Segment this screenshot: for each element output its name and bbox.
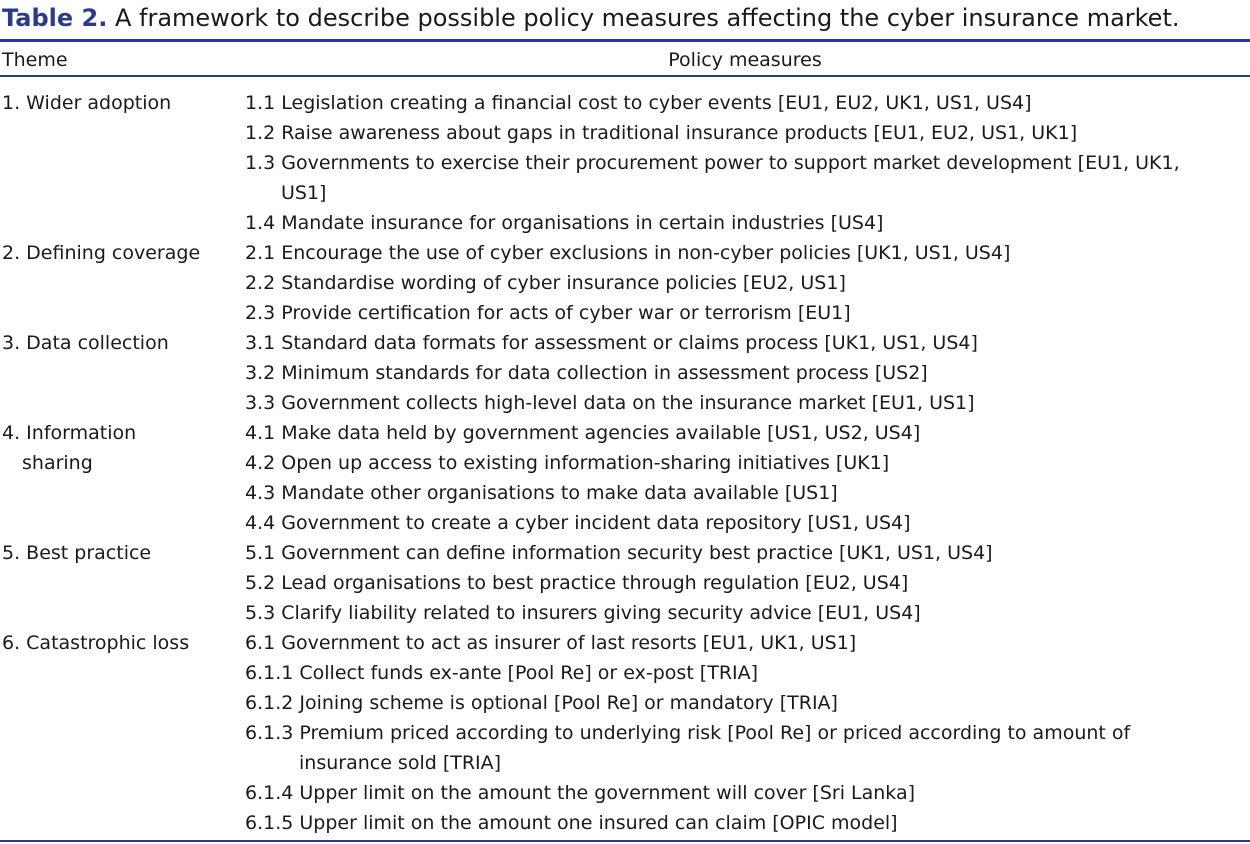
measure-text: 1.3 Governments to exercise their procurement power to support market development [EU1, UK1, (245, 152, 1180, 174)
theme-label: 5. Best practice (2, 542, 152, 564)
measure-row (245, 658, 1245, 688)
measure-text: 2.3 Provide certification for acts of cyber war or terrorism [EU1] (245, 302, 851, 324)
measure-text: 5.2 Lead organisations to best practice through regulation [EU2, US4] (245, 572, 909, 594)
theme-label: 4. Information (2, 422, 137, 444)
measure-text: 6.1.5 Upper limit on the amount one insured can claim [OPIC model] (245, 812, 898, 834)
measure-text: 6.1.4 Upper limit on the amount the government will cover [Sri Lanka] (245, 782, 916, 804)
measure-row (245, 508, 1245, 538)
table-caption (2, 1, 1248, 35)
measure-row (245, 388, 1245, 418)
measure-row (245, 538, 1245, 568)
measure-text: 4.4 Government to create a cyber incident data repository [US1, US4] (245, 512, 911, 534)
measure-text: 6.1.3 Premium priced according to underlying risk [Pool Re] or priced according to amount of (245, 722, 1131, 744)
measure-row (245, 298, 1245, 328)
measure-row (245, 118, 1245, 148)
measure-row (245, 598, 1245, 628)
measure-row (245, 148, 1245, 208)
measure-text: 1.4 Mandate insurance for organisations in certain industries [US4] (245, 212, 884, 234)
measure-text: 5.1 Government can define information security best practice [UK1, US1, US4] (245, 542, 993, 564)
measure-text: 3.3 Government collects high-level data on the insurance market [EU1, US1] (245, 392, 975, 414)
column-header-policy-measures: Policy measures (668, 49, 822, 71)
measure-text: 2.1 Encourage the use of cyber exclusions in non-cyber policies [UK1, US1, US4] (245, 242, 1011, 264)
measure-row (245, 358, 1245, 388)
measure-text: 6.1.1 Collect funds ex-ante [Pool Re] or ex-post [TRIA] (245, 662, 759, 684)
measure-text: 6.1.2 Joining scheme is optional [Pool Re] or mandatory [TRIA] (245, 692, 838, 714)
theme-label: 2. Defining coverage (2, 242, 201, 264)
measure-row (245, 808, 1245, 838)
theme-label: 3. Data collection (2, 332, 169, 354)
measure-row (245, 208, 1245, 238)
measure-text: 5.3 Clarify liability related to insurers giving security advice [EU1, US4] (245, 602, 921, 624)
measure-text: 4.2 Open up access to existing information-sharing initiatives [UK1] (245, 452, 890, 474)
table-top-rule (0, 39, 1250, 42)
measure-row (245, 478, 1245, 508)
theme-cell (2, 328, 237, 358)
table-title: A framework to describe possible policy measures affecting the cyber insurance market. (114, 4, 1180, 32)
measure-text: 1.2 Raise awareness about gaps in traditional insurance products [EU1, EU2, US1, UK1] (245, 122, 1078, 144)
theme-label-continuation: sharing (22, 452, 93, 474)
measure-row (245, 418, 1245, 448)
measure-row (245, 718, 1245, 778)
theme-cell (2, 538, 237, 568)
table-header-rule (0, 75, 1250, 77)
measure-text-continuation: US1] (281, 182, 327, 204)
theme-label: 1. Wider adoption (2, 92, 172, 114)
measure-text: 1.1 Legislation creating a financial cost to cyber events [EU1, EU2, UK1, US1, US4] (245, 92, 1032, 114)
measure-text: 2.2 Standardise wording of cyber insurance policies [EU2, US1] (245, 272, 846, 294)
measure-text: 4.3 Mandate other organisations to make data available [US1] (245, 482, 838, 504)
measure-row (245, 688, 1245, 718)
measure-row (245, 238, 1245, 268)
table-bottom-rule (0, 840, 1250, 842)
measure-text: 4.1 Make data held by government agencies available [US1, US2, US4] (245, 422, 921, 444)
column-header-theme: Theme (2, 49, 68, 71)
measure-text-continuation: insurance sold [TRIA] (299, 752, 502, 774)
measure-row (245, 88, 1245, 118)
measure-text: 3.2 Minimum standards for data collection in assessment process [US2] (245, 362, 928, 384)
measure-text: 6.1 Government to act as insurer of last resorts [EU1, UK1, US1] (245, 632, 857, 654)
theme-cell (2, 88, 237, 118)
measure-row (245, 778, 1245, 808)
theme-cell (2, 238, 237, 268)
measure-row (245, 268, 1245, 298)
measure-row (245, 328, 1245, 358)
theme-cell (2, 418, 237, 478)
measure-row (245, 628, 1245, 658)
measure-row (245, 448, 1245, 478)
theme-label: 6. Catastrophic loss (2, 632, 190, 654)
theme-cell (2, 628, 237, 658)
table-number: Table 2. (2, 4, 108, 32)
measure-text: 3.1 Standard data formats for assessment or claims process [UK1, US1, US4] (245, 332, 978, 354)
measure-row (245, 568, 1245, 598)
